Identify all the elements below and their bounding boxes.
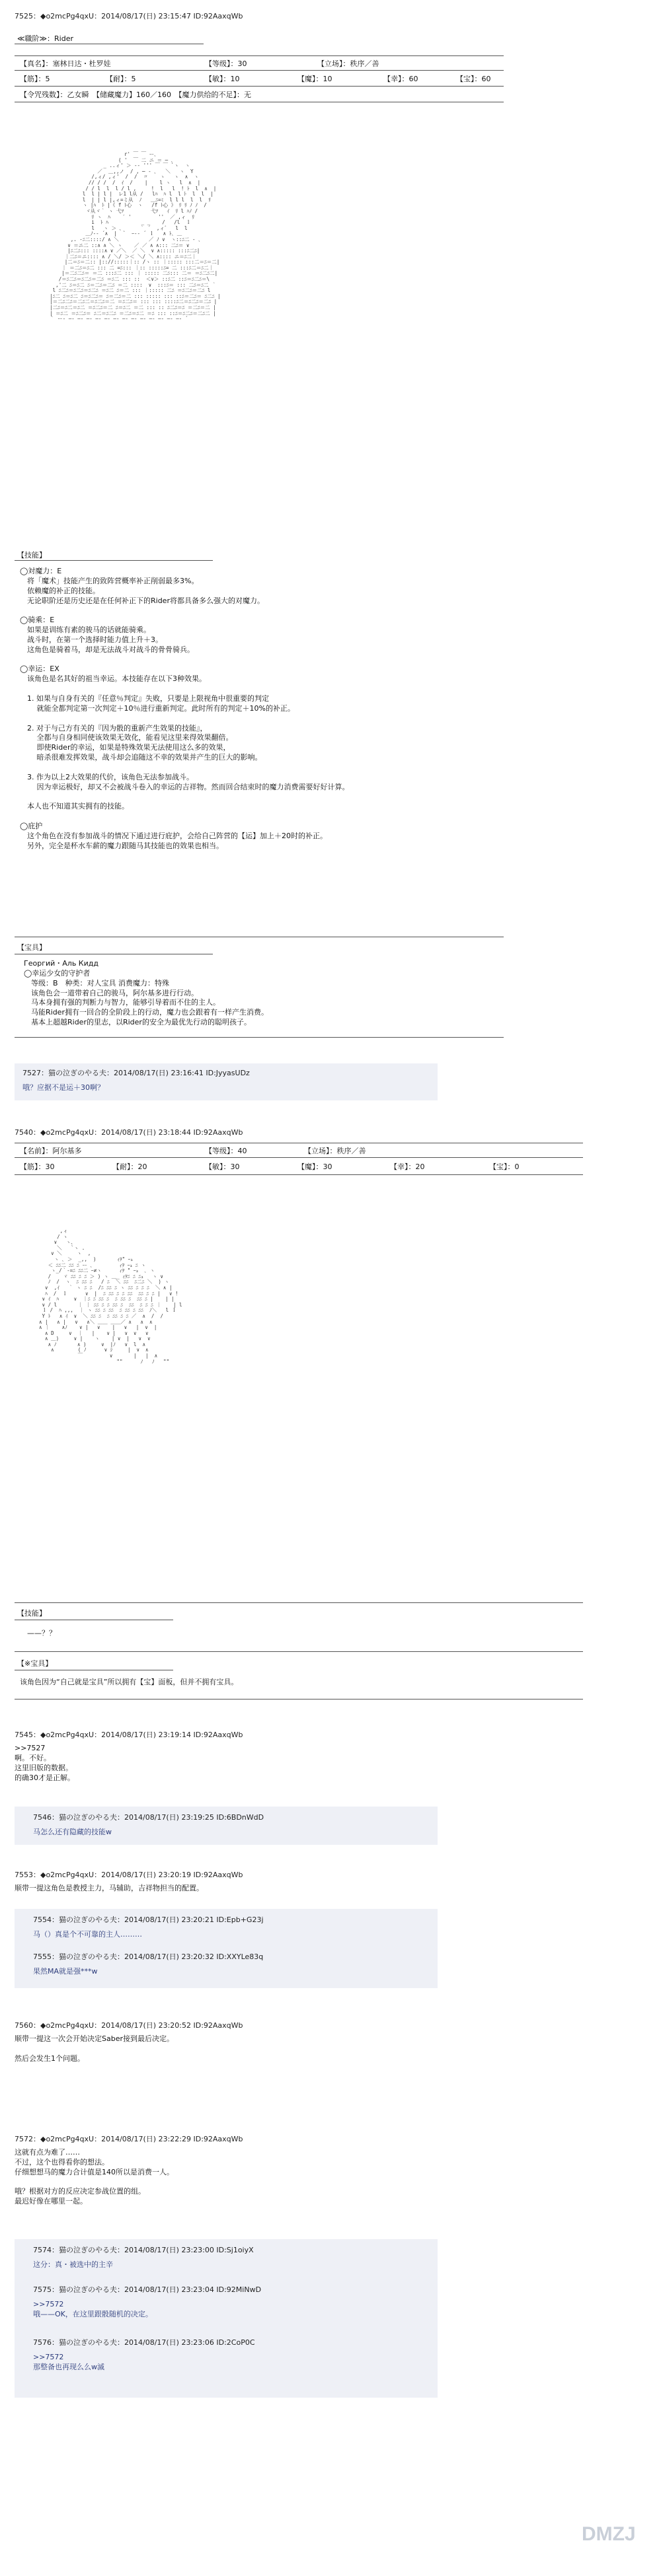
- post-header-7572: 7572：◆o2mcPg4qxU：2014/08/17(日) 23:22:29 ID:92AaxqWb: [15, 2135, 243, 2143]
- reply-group-7574: [15, 2239, 438, 2398]
- reply-header: 7554：猫の泣ぎのやる夫：2014/08/17(日) 23:20:21 ID:Epb+G23j: [33, 1915, 264, 1924]
- stat-luck: 【幸】：20: [390, 1163, 425, 1171]
- reply-7527: [15, 1063, 438, 1100]
- post-header-7525: 7525：◆o2mcPg4qxU：2014/08/17(日) 23:15:47 ID:92AaxqWb: [15, 12, 243, 20]
- reply-body: 马怎么还有隐藏的技能w: [33, 1828, 112, 1836]
- class-tag: ≪職阶≫：Rider: [17, 34, 74, 43]
- divider: [15, 1037, 504, 1038]
- np-heading: 【宝具】: [17, 943, 46, 952]
- np-body: Георгий・Аль Кидд ◯幸运少女的守护者 等级：B 种类：对人宝具 消费魔力：特殊 该角色会一道带着自己的骏马，阿尔基多进行行动。 马本身拥有强的判断力与智力，能够引导着而不住的主人。 马能Rider拥有一回合的全阶段上的行动，魔力也会跟着有一样产生消费。 基本上超越Rider的里志，以Rider的安全为最优先行动的聪明孩子。: [24, 959, 268, 1027]
- status-divider: [15, 55, 504, 56]
- reply-header: 7527：猫の泣ぎのやる夫：2014/08/17(日) 23:16:41 ID:JyyasUDz: [22, 1069, 250, 1077]
- np-heading: 【※宝具】: [17, 1659, 53, 1668]
- post-body-7553: 顺带一提这角色是教授主力，马辅助，吉祥物担当的配置。: [15, 1884, 204, 1892]
- status-name: 【名前】：阿尔基多: [20, 1147, 82, 1155]
- stat-agi: 【敏】：10: [205, 75, 240, 83]
- status-command-spells: 【令咒残数】：乙女瞬 【储藏魔力】160／160 【魔力供给的不足】：无: [20, 90, 251, 99]
- stat-mag: 【魔】：30: [297, 1163, 332, 1171]
- divider: [15, 560, 213, 561]
- status-alignment: 【立场】：秩序／善: [317, 59, 379, 68]
- skills-heading: 【技能】: [17, 1609, 46, 1618]
- post-body-7560: 顺带一提这一次会开始决定Saber接到最后决定。 然后会发生1个问题。: [15, 2034, 174, 2063]
- status-divider: [15, 70, 504, 71]
- post-header-7560: 7560：◆o2mcPg4qxU：2014/08/17(日) 23:20:52 ID:92AaxqWb: [15, 2021, 243, 2030]
- stat-agi: 【敏】：30: [205, 1163, 240, 1171]
- ascii-art-rider-girl: r' ￣ ￣ ー､ ( ' ￣ 二 ニ ＝ ─ ､ _ ..ィ' ＞ -‐ ''' ￣ ￣ `ヽ ヽ ／ ＿,,ノ / , ─ ‐ ､ ＼ ヽ Y /,ィ/ ,ィ' / / 〃 ヽ ヽ ∧ ヽ // / / / ｲ / | l ヽ l ∧ | / / l l l / l , ! l l ! ﾄ l ∧ | l l | l | レ1 l从 / lﾊ ﾊ l l ﾄ l l | l | | l |,ィ=ミ从 ﾉ ＿ﾆ=ﾐ l l l l l ﾘ ヽ |ﾊ ﾄ |《 f ﾄ心 ヽ /f ﾄ心 》 ﾘ ﾘ ﾉ ﾉ / ヾ从ヾ｀ ヽ 弋ﾂ 弋ﾂ ｲ ﾘ l ﾊﾉ / ﾘ ヽ ﾊ ′ ' '' ／ ,ィ ﾘ i ﾄ ﾊ _ _ / /l ｌ l ヽ ＞ ､ ｀ ´ ,ィ゛ l l ＿ﾉ-‐ ´∧ | ` ｰ-‐ ´ ｌ ∧ ﾄ､ ＿ ,. ‐ﾆ二::::/ ∧ ＼ ／ ﾉ ∨ ヽ::ﾆ二 ‐ ､ ∨ ＝ニ二 ::∧ ∧ ＼ ヽ ／ ／ ∧ ∧::: 二ﾆ＝ ∨ |ﾆ二ﾆ::: ::::∧ ∨ ／＼ ／ ＼ ∨ ∧::::: :::ﾆ二ﾆ| ｜二ﾆ＝ニ:::: ∧ / ＼/ ＞＜ ＼/ ＼ ∧:::: ニ＝ﾆ二｜ |二＝ﾆ＝二:: |:://:::::｜:: /ヽ :: ｜::::: :::二＝ﾆ＝二| ｜ ＝二ﾆ＝ﾆ二 ::: 二 =ﾆ::: ｜:: :::::ﾆ= 二 :::ﾆ二＝ﾆ二｜ |＝二ﾆ二ﾆ＝ ＝二 :::ﾆ二 ::: ｜ ::::: 二ﾆ::: 二＝ ＝ﾆ二ﾆ二| /＝ﾆ二ﾆ＝ﾆ二ﾆ＝二ﾆ ＝ﾆ二 ::: :: ＜∨＞ ::ﾆ二 ::ﾆ＝ﾆ二ﾆ＝\ ,'二 ﾆ＝ﾆ二 ﾆ＝二ﾆ＝二ﾆ ＝二 :::: ∨ :::ﾆ＝ ::: 二ﾆ＝ﾆ二 ｀ l ﾆ二ﾆ＝ﾆ二ﾆ＝ﾆ二ﾆ ＝ﾆ二 ﾆ＝二 ::: ｜::::: 二ﾆ ＝ﾆ二ﾆ＝二ﾆ l |ﾆ二 ﾆ＝ﾆ二 ﾆ＝ﾆ二ﾆ＝ ﾆ＝二ﾆ＝二 ::: ::::: ::: ::ﾆ＝二ﾆ＝ ﾆ二ﾆ | |＝二ﾆ二ﾆ＝二ﾆ二＝ﾆ二ﾆ＝二 ＝ﾆ二ﾆ＝ ::: ::: ::::ﾆ二＝ﾆ二ﾆ＝二ﾆ | |二ﾆ＝ﾆ二＝ﾆ二 ＝ﾆ二ﾆ＝二 ﾆ＝ﾆ二 ＝二 ::: :: ﾆ二ﾆ＝ﾆ ＝二ﾆ＝二 | | ＝ﾆ二 ＝ﾆ二ﾆ＝ ﾆ二＝ﾆ二ﾆ ＝二ﾆ＝ﾆ二 ＝ﾆ ::: ::ﾆ＝ﾆ二ﾆ＝二ﾆ二 | ｀ ー‐ ―‐ ―‐ ―‐ ―‐ ―‐ ―‐ ―‐ ―‐ ―‐ ―‐ ―‐ ―‐ ―‐ ´: [50, 151, 221, 322]
- stat-mag: 【魔】：10: [297, 75, 332, 83]
- status-divider: [15, 86, 504, 87]
- divider: [15, 1651, 583, 1652]
- post-header-7540: 7540：◆o2mcPg4qxU：2014/08/17(日) 23:18:44 ID:92AaxqWb: [15, 1128, 243, 1137]
- stat-np: 【宝】：60: [456, 75, 491, 83]
- divider: [15, 1602, 583, 1603]
- np-body: 该角色因为“自己就是宝具”所以拥有【宝】面板，但并不拥有宝具。: [20, 1678, 239, 1686]
- reply-body: >>7572 那整备也再现么么w滅: [33, 2353, 104, 2371]
- skills-body: ——？？: [20, 1629, 56, 1637]
- status-alignment: 【立场】：秩序／善: [304, 1147, 366, 1155]
- reply-body: 果然MA就是强***w: [33, 1967, 98, 1976]
- stat-str: 【筋】：5: [20, 75, 50, 83]
- status-divider: [15, 1174, 583, 1175]
- stat-luck: 【幸】：60: [383, 75, 418, 83]
- status-divider: [15, 1157, 583, 1158]
- site-watermark-logo: DMZJ: [582, 2523, 636, 2545]
- stat-np: 【宝】：0: [489, 1163, 520, 1171]
- reply-header: 7555：猫の泣ぎのやる夫：2014/08/17(日) 23:20:32 ID:XXYLe83q: [33, 1952, 264, 1961]
- status-level: 【等级】：40: [205, 1147, 247, 1155]
- reply-group-7554: [15, 1909, 438, 1988]
- reply-body: 哦？应据不是运＋30啊？: [22, 1083, 104, 1092]
- post-body-7545: >>7527 啊。不好。 这里旧版的数据。 的确30才是正解。: [15, 1744, 75, 1782]
- reply-body: 这分：真・被选中的主辛: [33, 2260, 113, 2269]
- status-name: 【真名】：塞林日达・杜罗娃: [20, 59, 111, 68]
- reply-7546: [15, 1807, 438, 1845]
- reply-header: 7574：猫の泣ぎのやる夫：2014/08/17(日) 23:23:00 ID:Sj1oiyX: [33, 2246, 254, 2254]
- skills-heading: 【技能】: [17, 551, 46, 559]
- reply-body: 马（）真是个不可靠的主人………: [33, 1930, 142, 1939]
- stat-end: 【耐】：5: [106, 75, 136, 83]
- stat-end: 【耐】：20: [112, 1163, 147, 1171]
- post-body-7572: 这就有点为难了…… 不过，这个也得看你的想法。 仔细想想马的魔力合计值是140所以是消费一人。 哦？根据对方的反应决定参战位置的组。 最迟好像在哪里一起。: [15, 2148, 174, 2206]
- status-level: 【等级】：30: [205, 59, 247, 68]
- skills-body: ◯対魔力：E 将「魔术」技能产生的致阵营概率补正削弱最多3%。 依赖魔的补正的技能。 无论职阶还是历史还是在任何补正下的Rider将都具备多么强大的对魔力。 ◯骑乘：E 如果是训练有素的骏马的话就能骑乘。 战斗时，在第一个选择时能力值上升＋3。 这角色是骑着马，却是无法战斗对战斗的骨骨骑兵。 ◯幸运：EX 该角色是名其好的祖当幸运。本技能存在以下3种效果。 1. 如果与自身有关的『任意％判定』失败，只要是上限视角中很重要的判定 就能全都判定第一次判定＋10％进行重新判定。此时所有的判定＋10%的补正。 2. 对于与己方有关的『因为骰的重新产生效果的技能』， 全都与自身相同使该效果无效化，能看见这里来得效果翻倍。 即使Rider的幸运，如果是特殊效果无法使用这么多的效果， 暗杀很难发挥效果，战斗却会追随这不幸的效果并产生的巨大的影响。 3. 作为以上2大效果的代价，该角色无法参加战斗。 因为幸运极好，却又不会被战斗卷入的幸运的吉祥物。然而回合结束时的魔力消费需要好好计算。 本人也不知道其实拥有的技能。 ◯庇护 这个角色在没有参加战斗的情况下通过进行庇护，会给自己阵营的【运】加上＋20时的补正。 另外，完全是杯水车薪的魔力跟随马其技能也的效果也相当。: [20, 567, 350, 850]
- reply-header: 7575：猫の泣ぎのやる夫：2014/08/17(日) 23:23:04 ID:92MiNwD: [33, 2285, 262, 2294]
- reply-header: 7576：猫の泣ぎのやる夫：2014/08/17(日) 23:23:06 ID:2CoP0C: [33, 2338, 255, 2347]
- reply-header: 7546：猫の泣ぎのやる夫：2014/08/17(日) 23:19:25 ID:6BDnWdD: [33, 1813, 264, 1822]
- ascii-art-horse: ,ィ / ヽ ∨ ヽ、 ＼ `ヽ . ∨ ＼ ヽ , ヽ ､ ＞ _,, ) ｨｦ" ｰｭ ＜ ﾆﾆ二 ﾆﾆ ﾆ ー ､ ｨｦ ｰｭ ﾆ ヽ ヽ_/｀-=ﾆ ﾆﾆ二 ｰ≠ヽ ｨｦ " ｰｭ ､ ヽ / ヾ ﾆﾆ ﾆ ﾆ ＞ ) ヽ ＿_ ｨｦﾆ ﾆ ﾆｭ ヽ ∨ ﾉ / ヽ ﾆ ﾆﾆ ﾆ / ﾆ ＼ ﾆﾆ ﾆ二ﾆ ＼ ) ヽ ∨ ,ｲ ｀ ヽ ﾆ ﾆ /ﾆ ﾆﾆ ﾆ ヽ ﾆﾆ ﾆ ﾆ ﾆ ＼ ∧ | ﾊ / ｌ ∨ | ﾆ ﾆﾆ ﾆ ﾆ ﾆﾆ ﾆﾆ ﾆ ﾆ | ∨ ! ∨ ｲ ﾊ ∨ ｜ﾆ ﾆ ﾆﾆ ﾆ ﾆ ﾆﾆ ﾆ ﾆﾆ ﾆ | | | ∨ / l ｜ ｜ ﾆﾆ ﾆ ﾆ ﾆﾆ ﾆ ﾆﾆ ﾆ ﾆ ﾆ ｜ | l ｌ / ﾊ ,,, ｜ ヽ ﾆﾆ ﾆ ﾆﾆ ﾆ ﾆﾆ ﾆ ﾆﾆ ﾉ＼ l ｌ Y ﾄ ∧ ｲ ∨ ＼ ﾆﾆ ﾆ ﾆ ﾆﾆ ﾆ ﾆ ／ ∧ / / ∧ | ∧ | ∨ ∧＼ ＿＿ ＿＿／ ∧ ∧ ∧ ∧ ｜ ∧ﾉ ∨ | ∨ | ∨ | ∨ | ∧ D ∨ ｜ | ∨ | ∨ ∨ ∨ ∧ ＿) ∨ | ヽ | ∨ | ∨ ∨ ∧ ﾉ ∧ ) ∨ |ﾉ ∨ l ∧ ∧ ( ﾉ ∨ ｼ | ∨ ∧ ￣ ∨ | | ∧ "" ﾉ ﾉ "": [39, 1228, 182, 1365]
- stat-str: 【筋】：30: [20, 1163, 55, 1171]
- post-header-7553: 7553：◆o2mcPg4qxU：2014/08/17(日) 23:20:19 ID:92AaxqWb: [15, 1871, 243, 1879]
- post-header-7545: 7545：◆o2mcPg4qxU：2014/08/17(日) 23:19:14 ID:92AaxqWb: [15, 1731, 243, 1739]
- reply-body: >>7572 哦——OK，在这里跟骰随机的决定。: [33, 2300, 153, 2318]
